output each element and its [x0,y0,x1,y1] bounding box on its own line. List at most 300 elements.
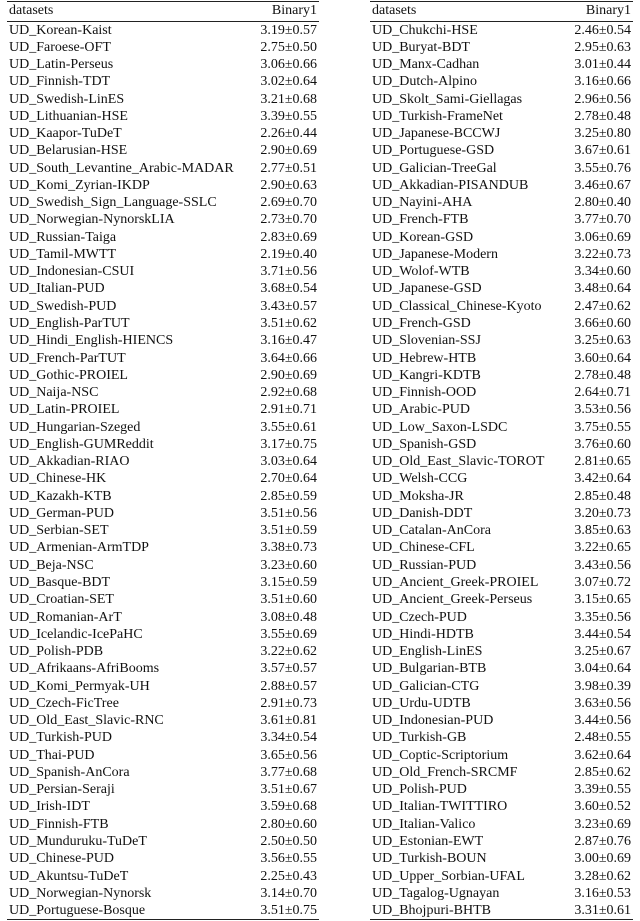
dataset-name: UD_Naija-NSC [9,385,99,401]
dataset-name: UD_Old_East_Slavic-TOROT [372,454,545,470]
dataset-name: UD_Turkish-GB [372,730,467,746]
table-row [7,194,319,211]
table-row [7,609,319,626]
table-row [370,833,633,850]
dataset-name: UD_Akkadian-RIAO [9,454,130,470]
dataset-name: UD_Armenian-ArmTDP [9,540,149,556]
table-row [370,125,633,142]
dataset-name: UD_Turkish-PUD [9,730,112,746]
table-row [370,73,633,90]
dataset-name: UD_English-ParTUT [9,316,130,332]
dataset-name: UD_Indonesian-CSUI [9,264,135,280]
table-row [7,833,319,850]
dataset-name: UD_Japanese-Modern [372,246,498,262]
table-row [7,229,319,246]
binary1-score: 3.39±0.55 [260,108,317,124]
binary1-score: 3.20±0.73 [574,505,631,521]
binary1-score: 2.88±0.57 [260,678,317,694]
dataset-name: UD_Italian-Valico [372,816,476,832]
binary1-score: 3.76±0.60 [574,436,631,452]
table-row [7,263,319,280]
table-row [7,436,319,453]
binary1-score: 3.25±0.63 [574,333,631,349]
binary1-score: 3.15±0.59 [260,575,317,590]
dataset-name: UD_Czech-PUD [372,609,467,625]
table-header [7,2,319,22]
binary1-score: 3.51±0.56 [260,505,317,521]
dataset-name: UD_Spanish-GSD [372,436,477,452]
table-row [370,142,633,159]
dataset-name: UD_Coptic-Scriptorium [372,747,509,763]
dataset-name: UD_Romanian-ArT [9,609,122,625]
table-row [7,367,319,384]
dataset-name: UD_Italian-TWITTIRO [372,799,508,815]
table-row [370,850,633,867]
binary1-score: 3.48±0.64 [574,281,631,297]
binary1-score: 3.15±0.65 [574,592,631,608]
table-row [7,73,319,90]
dataset-name: UD_Classical_Chinese-Kyoto [372,298,542,314]
binary1-score: 3.35±0.56 [574,609,631,625]
table-row [7,626,319,643]
binary1-score: 2.19±0.40 [260,246,317,262]
dataset-name: UD_Croatian-SET [9,592,114,608]
binary1-score: 2.90±0.63 [260,177,317,193]
dataset-name: UD_Latin-PROIEL [9,402,120,418]
table-row [370,453,633,470]
binary1-score: 3.16±0.66 [574,74,631,90]
binary1-score: 2.26±0.44 [260,126,317,142]
results-table-left [7,1,319,920]
dataset-name: UD_Galician-TreeGal [372,160,497,176]
dataset-name: UD_English-LinES [372,644,483,660]
table-row [370,591,633,608]
table-row [7,798,319,815]
binary1-score: 2.80±0.60 [260,816,317,832]
dataset-name: UD_Ancient_Greek-PROIEL [372,575,539,590]
table-row [7,574,319,591]
binary1-score: 3.67±0.61 [574,143,631,159]
binary1-score: 3.51±0.59 [260,523,317,539]
binary1-score: 2.48±0.55 [574,730,631,746]
dataset-name: UD_Finnish-FTB [9,816,109,832]
dataset-name: UD_Polish-PDB [9,644,104,660]
dataset-name: UD_Polish-PUD [372,782,467,798]
table-row [370,609,633,626]
binary1-score: 3.01±0.44 [574,57,631,73]
table-row [7,315,319,332]
binary1-score: 3.68±0.54 [260,281,317,297]
binary1-score: 3.25±0.67 [574,644,631,660]
dataset-name: UD_French-FTB [372,212,469,228]
table-row [370,747,633,764]
table-row [7,401,319,418]
table-row [7,660,319,677]
dataset-name: UD_German-PUD [9,505,114,521]
binary1-score: 2.83±0.69 [260,229,317,245]
table-row [370,729,633,746]
dataset-name: UD_Upper_Sorbian-UFAL [372,868,525,884]
dataset-name: UD_Hindi-HDTB [372,626,474,642]
dataset-name: UD_Hungarian-Szeged [9,419,141,435]
table-row [370,263,633,280]
dataset-name: UD_Bhojpuri-BHTB [372,903,491,919]
table-row [7,453,319,470]
table-row [370,246,633,263]
results-table-right [370,1,633,920]
table-row [370,39,633,56]
table-row [370,315,633,332]
binary1-score: 3.06±0.69 [574,229,631,245]
binary1-score: 3.22±0.73 [574,246,631,262]
dataset-name: UD_Thai-PUD [9,747,95,763]
table-header [370,2,633,22]
dataset-name: UD_Finnish-OOD [372,385,477,401]
dataset-name: UD_Low_Saxon-LSDC [372,419,508,435]
table-row [7,384,319,401]
dataset-name: UD_Slovenian-SSJ [372,333,481,349]
table-row [7,419,319,436]
table-row [7,177,319,194]
table-row [7,160,319,177]
binary1-score: 3.43±0.56 [574,557,631,573]
binary1-score: 3.19±0.57 [260,22,317,38]
binary1-score: 3.17±0.75 [260,436,317,452]
dataset-name: UD_Old_East_Slavic-RNC [9,713,164,729]
dataset-name: UD_Munduruku-TuDeT [9,833,147,849]
dataset-name: UD_South_Levantine_Arabic-MADAR [9,160,234,176]
dataset-name: UD_Akuntsu-TuDeT [9,868,129,884]
table-row [370,436,633,453]
table-row [370,194,633,211]
binary1-score: 3.85±0.63 [574,523,631,539]
binary1-score: 2.96±0.56 [574,91,631,107]
table-row [7,211,319,228]
binary1-score: 3.63±0.56 [574,695,631,711]
table-row [7,350,319,367]
datasets-column-header: datasets [9,3,54,18]
table-row [7,712,319,729]
dataset-name: UD_Skolt_Sami-Giellagas [372,91,523,107]
binary1-score: 3.75±0.55 [574,419,631,435]
dataset-name: UD_Chinese-PUD [9,851,114,867]
datasets-column-header: datasets [372,3,417,18]
binary1-score: 3.43±0.57 [260,298,317,314]
table-row [370,160,633,177]
dataset-name: UD_Persian-Seraji [9,782,115,798]
binary1-score: 3.62±0.64 [574,747,631,763]
dataset-name: UD_Urdu-UDTB [372,695,471,711]
binary1-score: 3.39±0.55 [574,782,631,798]
dataset-name: UD_Icelandic-IcePaHC [9,626,143,642]
dataset-name: UD_Chukchi-HSE [372,22,478,38]
dataset-name: UD_Spanish-AnCora [9,764,130,780]
dataset-name: UD_Portuguese-GSD [372,143,495,159]
dataset-name: UD_Komi_Zyrian-IKDP [9,177,150,193]
table-row [370,695,633,712]
table-row [7,298,319,315]
binary1-score: 2.92±0.68 [260,385,317,401]
dataset-name: UD_Bulgarian-BTB [372,661,487,677]
binary1-score: 2.46±0.54 [574,22,631,38]
table-row [370,574,633,591]
dataset-name: UD_Swedish-LinES [9,91,125,107]
dataset-name: UD_Welsh-CCG [372,471,468,487]
table-row [7,591,319,608]
dataset-name: UD_Wolof-WTB [372,264,470,280]
binary1-score: 3.00±0.69 [574,851,631,867]
binary1-score: 3.16±0.53 [574,885,631,901]
table-row [370,660,633,677]
table-row [370,902,633,919]
table-row [370,211,633,228]
binary1-score: 3.08±0.48 [260,609,317,625]
table-row [7,246,319,263]
table-row [7,488,319,505]
binary1-score: 3.03±0.64 [260,454,317,470]
dataset-name: UD_Dutch-Alpino [372,74,477,90]
binary1-score: 3.28±0.62 [574,868,631,884]
binary1-score: 2.25±0.43 [260,868,317,884]
dataset-name: UD_Faroese-OFT [9,39,111,55]
dataset-name: UD_Gothic-PROIEL [9,367,128,383]
dataset-name: UD_Old_French-SRCMF [372,764,518,780]
binary1-score: 3.04±0.64 [574,661,631,677]
binary1-column-header: Binary1 [271,3,317,18]
table-row [370,885,633,902]
dataset-name: UD_French-GSD [372,316,471,332]
table-row [7,850,319,867]
table-row [7,142,319,159]
binary1-score: 3.42±0.64 [574,471,631,487]
table-row [370,643,633,660]
table-row [7,816,319,833]
table-row [7,695,319,712]
table-row [7,280,319,297]
binary1-score: 3.02±0.64 [260,74,317,90]
binary1-score: 3.16±0.47 [260,333,317,349]
binary1-score: 2.80±0.40 [574,195,631,211]
binary1-score: 3.51±0.67 [260,782,317,798]
table-row [370,781,633,798]
binary1-score: 3.14±0.70 [260,885,317,901]
table-row [370,488,633,505]
dataset-name: UD_Russian-PUD [372,557,477,573]
dataset-name: UD_Irish-IDT [9,799,90,815]
dataset-name: UD_Danish-DDT [372,505,473,521]
binary1-score: 3.55±0.76 [574,160,631,176]
binary1-score: 3.23±0.69 [574,816,631,832]
dataset-name: UD_Manx-Cadhan [372,57,480,73]
binary1-score: 2.81±0.65 [574,454,631,470]
table-row [370,91,633,108]
binary1-score: 3.59±0.68 [260,799,317,815]
binary1-score: 2.90±0.69 [260,143,317,159]
table-row [370,22,633,39]
table-row [7,125,319,142]
dataset-name: UD_Ancient_Greek-Perseus [372,592,533,608]
binary1-score: 3.21±0.68 [260,91,317,107]
binary1-score: 2.95±0.63 [574,39,631,55]
dataset-name: UD_Czech-FicTree [9,695,119,711]
dataset-name: UD_Chinese-HK [9,471,107,487]
binary1-score: 3.60±0.52 [574,799,631,815]
table-row [370,557,633,574]
dataset-name: UD_Swedish_Sign_Language-SSLC [9,195,217,211]
binary1-score: 2.91±0.71 [260,402,317,418]
dataset-name: UD_Swedish-PUD [9,298,117,314]
table-row [7,332,319,349]
dataset-name: UD_Afrikaans-AfriBooms [9,661,160,677]
binary1-score: 2.90±0.69 [260,367,317,383]
dataset-name: UD_Beja-NSC [9,557,94,573]
binary1-score: 2.85±0.59 [260,488,317,504]
table-row [7,885,319,902]
binary1-score: 3.31±0.61 [574,903,631,919]
binary1-score: 2.78±0.48 [574,108,631,124]
binary1-score: 3.46±0.67 [574,177,631,193]
table-row [7,764,319,781]
binary1-score: 3.55±0.69 [260,626,317,642]
table-row [7,643,319,660]
table-row [370,419,633,436]
table-row [370,712,633,729]
table-row [7,470,319,487]
binary1-score: 3.53±0.56 [574,402,631,418]
dataset-name: UD_Moksha-JR [372,488,464,504]
dataset-name: UD_Basque-BDT [9,575,111,590]
binary1-score: 3.38±0.73 [260,540,317,556]
dataset-name: UD_Estonian-EWT [372,833,484,849]
binary1-score: 3.64±0.66 [260,350,317,366]
binary1-score: 3.66±0.60 [574,316,631,332]
binary1-score: 3.22±0.65 [574,540,631,556]
dataset-name: UD_Turkish-BOUN [372,851,487,867]
table-row [7,781,319,798]
binary1-score: 2.69±0.70 [260,195,317,211]
dataset-name: UD_Kazakh-KTB [9,488,112,504]
table-row [370,764,633,781]
dataset-name: UD_Belarusian-HSE [9,143,128,159]
binary1-score: 2.70±0.64 [260,471,317,487]
dataset-name: UD_Chinese-CFL [372,540,475,556]
dataset-name: UD_Arabic-PUD [372,402,470,418]
binary1-score: 3.51±0.75 [260,903,317,919]
table-row [7,729,319,746]
binary1-score: 3.25±0.80 [574,126,631,142]
binary1-score: 3.34±0.54 [260,730,317,746]
dataset-name: UD_Finnish-TDT [9,74,111,90]
table-row [370,367,633,384]
binary1-score: 3.07±0.72 [574,575,631,590]
dataset-name: UD_Nayini-AHA [372,195,473,211]
table-row [370,350,633,367]
table-row [370,177,633,194]
table-row [7,22,319,39]
table-row [7,39,319,56]
table-row [370,298,633,315]
table-row [370,522,633,539]
binary1-score: 2.78±0.48 [574,367,631,383]
dataset-name: UD_Japanese-BCCWJ [372,126,501,142]
binary1-score: 3.77±0.68 [260,764,317,780]
binary1-score: 3.06±0.66 [260,57,317,73]
binary1-score: 2.77±0.51 [260,160,317,176]
table-row [370,280,633,297]
table-row [370,229,633,246]
table-row [7,557,319,574]
dataset-name: UD_French-ParTUT [9,350,126,366]
dataset-name: UD_Italian-PUD [9,281,105,297]
binary1-score: 2.85±0.48 [574,488,631,504]
table-row [370,505,633,522]
binary1-score: 3.56±0.55 [260,851,317,867]
table-row [7,522,319,539]
table-row [7,868,319,885]
binary1-column-header: Binary1 [585,3,631,18]
table-row [7,902,319,919]
dataset-name: UD_Hebrew-HTB [372,350,477,366]
table-row [370,816,633,833]
table-row [370,108,633,125]
table-row [7,56,319,73]
binary1-score: 3.77±0.70 [574,212,631,228]
binary1-score: 2.73±0.70 [260,212,317,228]
binary1-score: 2.85±0.62 [574,764,631,780]
dataset-name: UD_Tagalog-Ugnayan [372,885,500,901]
dataset-name: UD_Catalan-AnCora [372,523,491,539]
table-row [7,678,319,695]
dataset-name: UD_Lithuanian-HSE [9,108,128,124]
binary1-score: 3.51±0.60 [260,592,317,608]
dataset-name: UD_Akkadian-PISANDUB [372,177,529,193]
table-row [7,505,319,522]
binary1-score: 2.87±0.76 [574,833,631,849]
binary1-score: 3.71±0.56 [260,264,317,280]
table-row [370,798,633,815]
dataset-name: UD_Buryat-BDT [372,39,470,55]
dataset-name: UD_Korean-Kaist [9,22,112,38]
table-row [7,747,319,764]
dataset-name: UD_Indonesian-PUD [372,713,494,729]
table-row [370,678,633,695]
table-row [370,626,633,643]
dataset-name: UD_Komi_Permyak-UH [9,678,150,694]
dataset-name: UD_Kangri-KDTB [372,367,481,383]
binary1-score: 3.22±0.62 [260,644,317,660]
binary1-score: 3.98±0.39 [574,678,631,694]
binary1-score: 2.64±0.71 [574,385,631,401]
table-row [7,91,319,108]
dataset-name: UD_Tamil-MWTT [9,246,117,262]
binary1-score: 3.23±0.60 [260,557,317,573]
table-row [7,539,319,556]
dataset-name: UD_Latin-Perseus [9,57,114,73]
dataset-name: UD_Korean-GSD [372,229,474,245]
dataset-name: UD_Turkish-FrameNet [372,108,503,124]
dataset-name: UD_Serbian-SET [9,523,109,539]
binary1-score: 3.57±0.57 [260,661,317,677]
binary1-score: 3.44±0.56 [574,713,631,729]
table-row [370,384,633,401]
dataset-name: UD_Norwegian-NynorskLIA [9,212,175,228]
binary1-score: 3.55±0.61 [260,419,317,435]
binary1-score: 3.51±0.62 [260,316,317,332]
binary1-score: 2.75±0.50 [260,39,317,55]
binary1-score: 3.61±0.81 [260,713,317,729]
binary1-score: 3.44±0.54 [574,626,631,642]
binary1-score: 2.50±0.50 [260,833,317,849]
